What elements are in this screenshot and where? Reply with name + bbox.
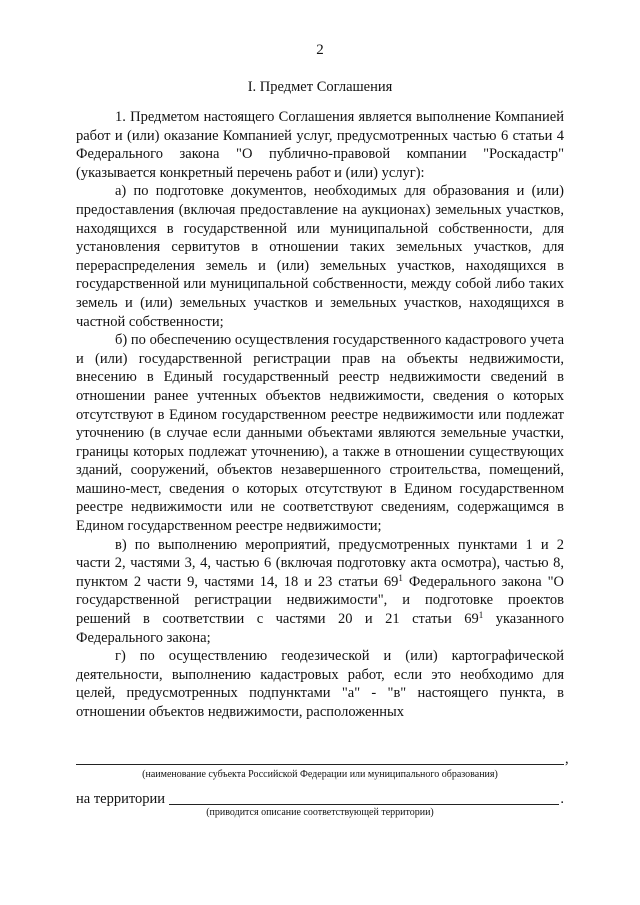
superscript-2: 1 [478, 610, 484, 621]
superscript-1: 1 [398, 572, 403, 583]
document-body [76, 108, 564, 722]
territory-label: на территории [76, 791, 166, 807]
page-number: 2 [316, 42, 324, 58]
territory-row [76, 791, 564, 808]
subject-fill-line [76, 764, 564, 765]
section-title: I. Предмет Соглашения [247, 79, 393, 95]
trailing-comma: , [565, 751, 569, 767]
subject-caption: (наименование субъекта Российской Федерации или муниципального образования) [142, 769, 498, 780]
territory-end-period: . [560, 791, 564, 807]
subparagraph-v-text-3: указанного Федерального закона; [76, 611, 564, 646]
subparagraph-b: б) по обеспечению осуществления государственного кадастрового учета и (или) государственной регистрации прав на объекты недвижимости, внесению в Единый государственный реестр недвижимости сведений в отношении ранее учтенных объектов недвижимости, сведения о которых отсутствуют в Едином государственном реестре недвижимости или подлежат уточнению (в случае если данными объектами являются земельные участки, границы которых подлежат уточнению), а также в отношении существующих зданий, сооружений, объектов незавершенного строительства, помещений, машино-мест, сведения о которых отсутствуют в Едином государственном реестре недвижимости или не соответствуют сведениям, содержащимся в Едином государственном реестре недвижимости; [76, 332, 564, 535]
subparagraph-g: г) по осуществлению геодезической и (или) картографической деятельности, выполнению кадастровых работ, если это необходимо для целей, предусмотренных подпунктами "а" - "в" настоящего пункта, в отношении объектов недвижимости, расположенных [76, 648, 564, 720]
territory-caption: (приводится описание соответствующей территории) [206, 807, 434, 818]
subparagraph-v [76, 536, 564, 648]
territory-fill-line [169, 804, 559, 805]
subparagraph-v-text-1: в) по выполнению мероприятий, предусмотренных пунктами 1 и 2 части 2, частями 3, 4, частью 6 (включая подготовку акта осмотра), частью 8, пунктом 2 части 9, частями 14, 18 и 23 статьи 69 [76, 536, 564, 590]
subparagraph-v-text-2: Федерального закона "О государственной регистрации недвижимости", и подготовке проектов решений в соответствии с частями 20 и 21 статьи 69 [76, 573, 564, 628]
subparagraph-a: а) по подготовке документов, необходимых для образования и (или) предоставления (включая предоставление на аукционах) земельных участков, находящихся в государственной или муниципальной собственности, для установления сервитутов в отношении таких земельных участков, для перераспределения земель и (или) земельных участков, находящихся в государственной или муниципальной собственности, между собой либо таких земель и (или) земельных участков и земельных участков, находящихся в частной собственности; [76, 183, 564, 330]
paragraph-1: 1. Предметом настоящего Соглашения является выполнение Компанией работ и (или) оказание Компанией услуг, предусмотренных частью 6 статьи 4 Федерального закона "О публично-правовой компании "Роскадастр" (указывается конкретный перечень работ и (или) услуг): [76, 109, 564, 181]
